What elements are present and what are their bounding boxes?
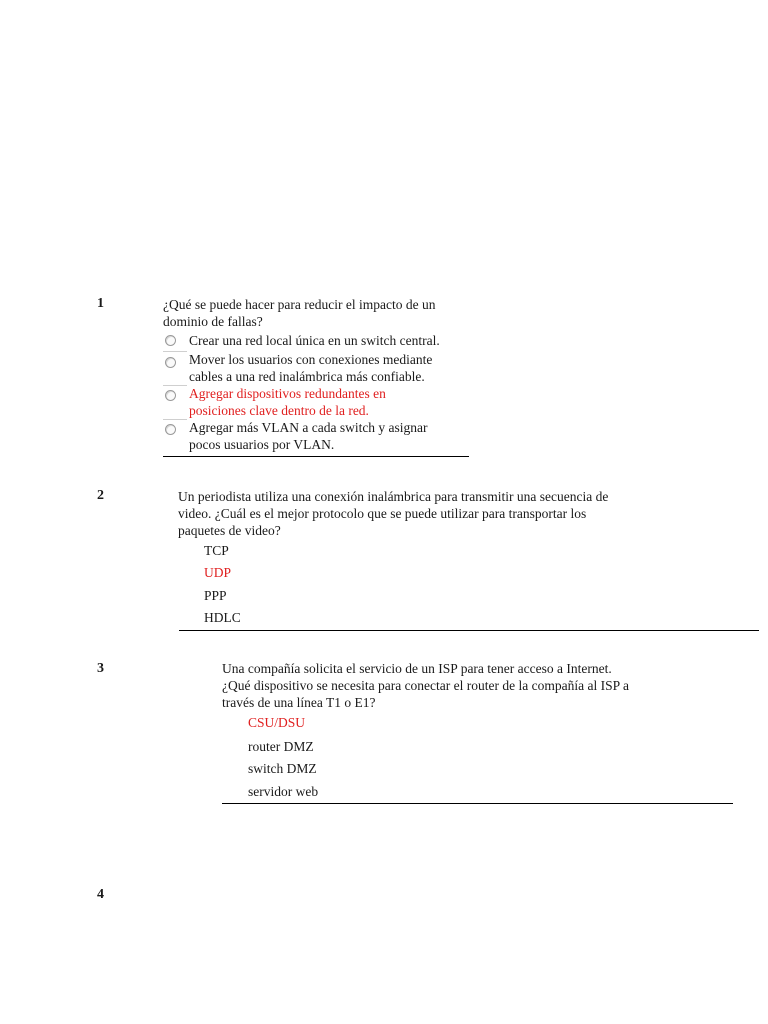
option-separator	[163, 385, 187, 386]
question-2	[178, 488, 738, 539]
question-1-option-2[interactable]	[163, 351, 473, 385]
question-3	[222, 660, 742, 711]
option-separator	[163, 351, 187, 352]
question-number-2: 2	[97, 488, 104, 503]
radio-button-icon[interactable]	[165, 390, 176, 401]
question-1-line-2: dominio de fallas?	[163, 314, 263, 329]
question-3-option-1[interactable]: CSU/DSU	[248, 715, 306, 730]
radio-button-icon[interactable]	[165, 335, 176, 346]
question-2-option-4[interactable]: HDLC	[204, 610, 241, 625]
question-1-text	[163, 296, 473, 330]
question-2-divider	[179, 630, 759, 631]
question-1-option-3[interactable]	[163, 385, 473, 419]
option-label: Crear una red local única en un switch central.	[189, 333, 440, 348]
option-label-line-1: Agregar más VLAN a cada switch y asignar	[189, 420, 428, 435]
option-separator	[163, 419, 187, 420]
question-3-line-1: Una compañía solicita el servicio de un ISP para tener acceso a Internet.	[222, 661, 612, 676]
option-label-line-1: Agregar dispositivos redundantes en	[189, 386, 386, 401]
radio-button-icon[interactable]	[165, 357, 176, 368]
question-2-option-2[interactable]: UDP	[204, 565, 232, 580]
question-number-1: 1	[97, 296, 104, 311]
question-2-option-3[interactable]: PPP	[204, 588, 227, 603]
question-1-option-1[interactable]	[163, 332, 473, 349]
radio-button-icon[interactable]	[165, 424, 176, 435]
option-label-line-2: cables a una red inalámbrica más confiable.	[189, 369, 425, 384]
option-label-line-2: posiciones clave dentro de la red.	[189, 403, 369, 418]
question-1-divider	[163, 456, 469, 457]
question-2-option-1[interactable]: TCP	[204, 543, 229, 558]
question-3-option-2[interactable]: router DMZ	[248, 739, 314, 754]
question-1-line-1: ¿Qué se puede hacer para reducir el impacto de un	[163, 297, 436, 312]
question-number-4: 4	[97, 887, 104, 902]
question-2-line-3: paquetes de video?	[178, 523, 281, 538]
question-3-option-4[interactable]: servidor web	[248, 784, 319, 799]
question-number-3: 3	[97, 661, 104, 676]
question-3-line-2: ¿Qué dispositivo se necesita para conectar el router de la compañía al ISP a	[222, 678, 629, 693]
question-2-line-2: video. ¿Cuál es el mejor protocolo que se puede utilizar para transportar los	[178, 506, 587, 521]
question-3-divider	[222, 803, 733, 804]
question-3-option-3[interactable]: switch DMZ	[248, 761, 317, 776]
question-1-option-4[interactable]	[163, 419, 473, 453]
question-3-line-3: través de una línea T1 o E1?	[222, 695, 376, 710]
question-1	[163, 296, 473, 453]
question-2-line-1: Un periodista utiliza una conexión inalámbrica para transmitir una secuencia de	[178, 489, 609, 504]
option-label-line-2: pocos usuarios por VLAN.	[189, 437, 335, 452]
option-label-line-1: Mover los usuarios con conexiones mediante	[189, 352, 433, 367]
